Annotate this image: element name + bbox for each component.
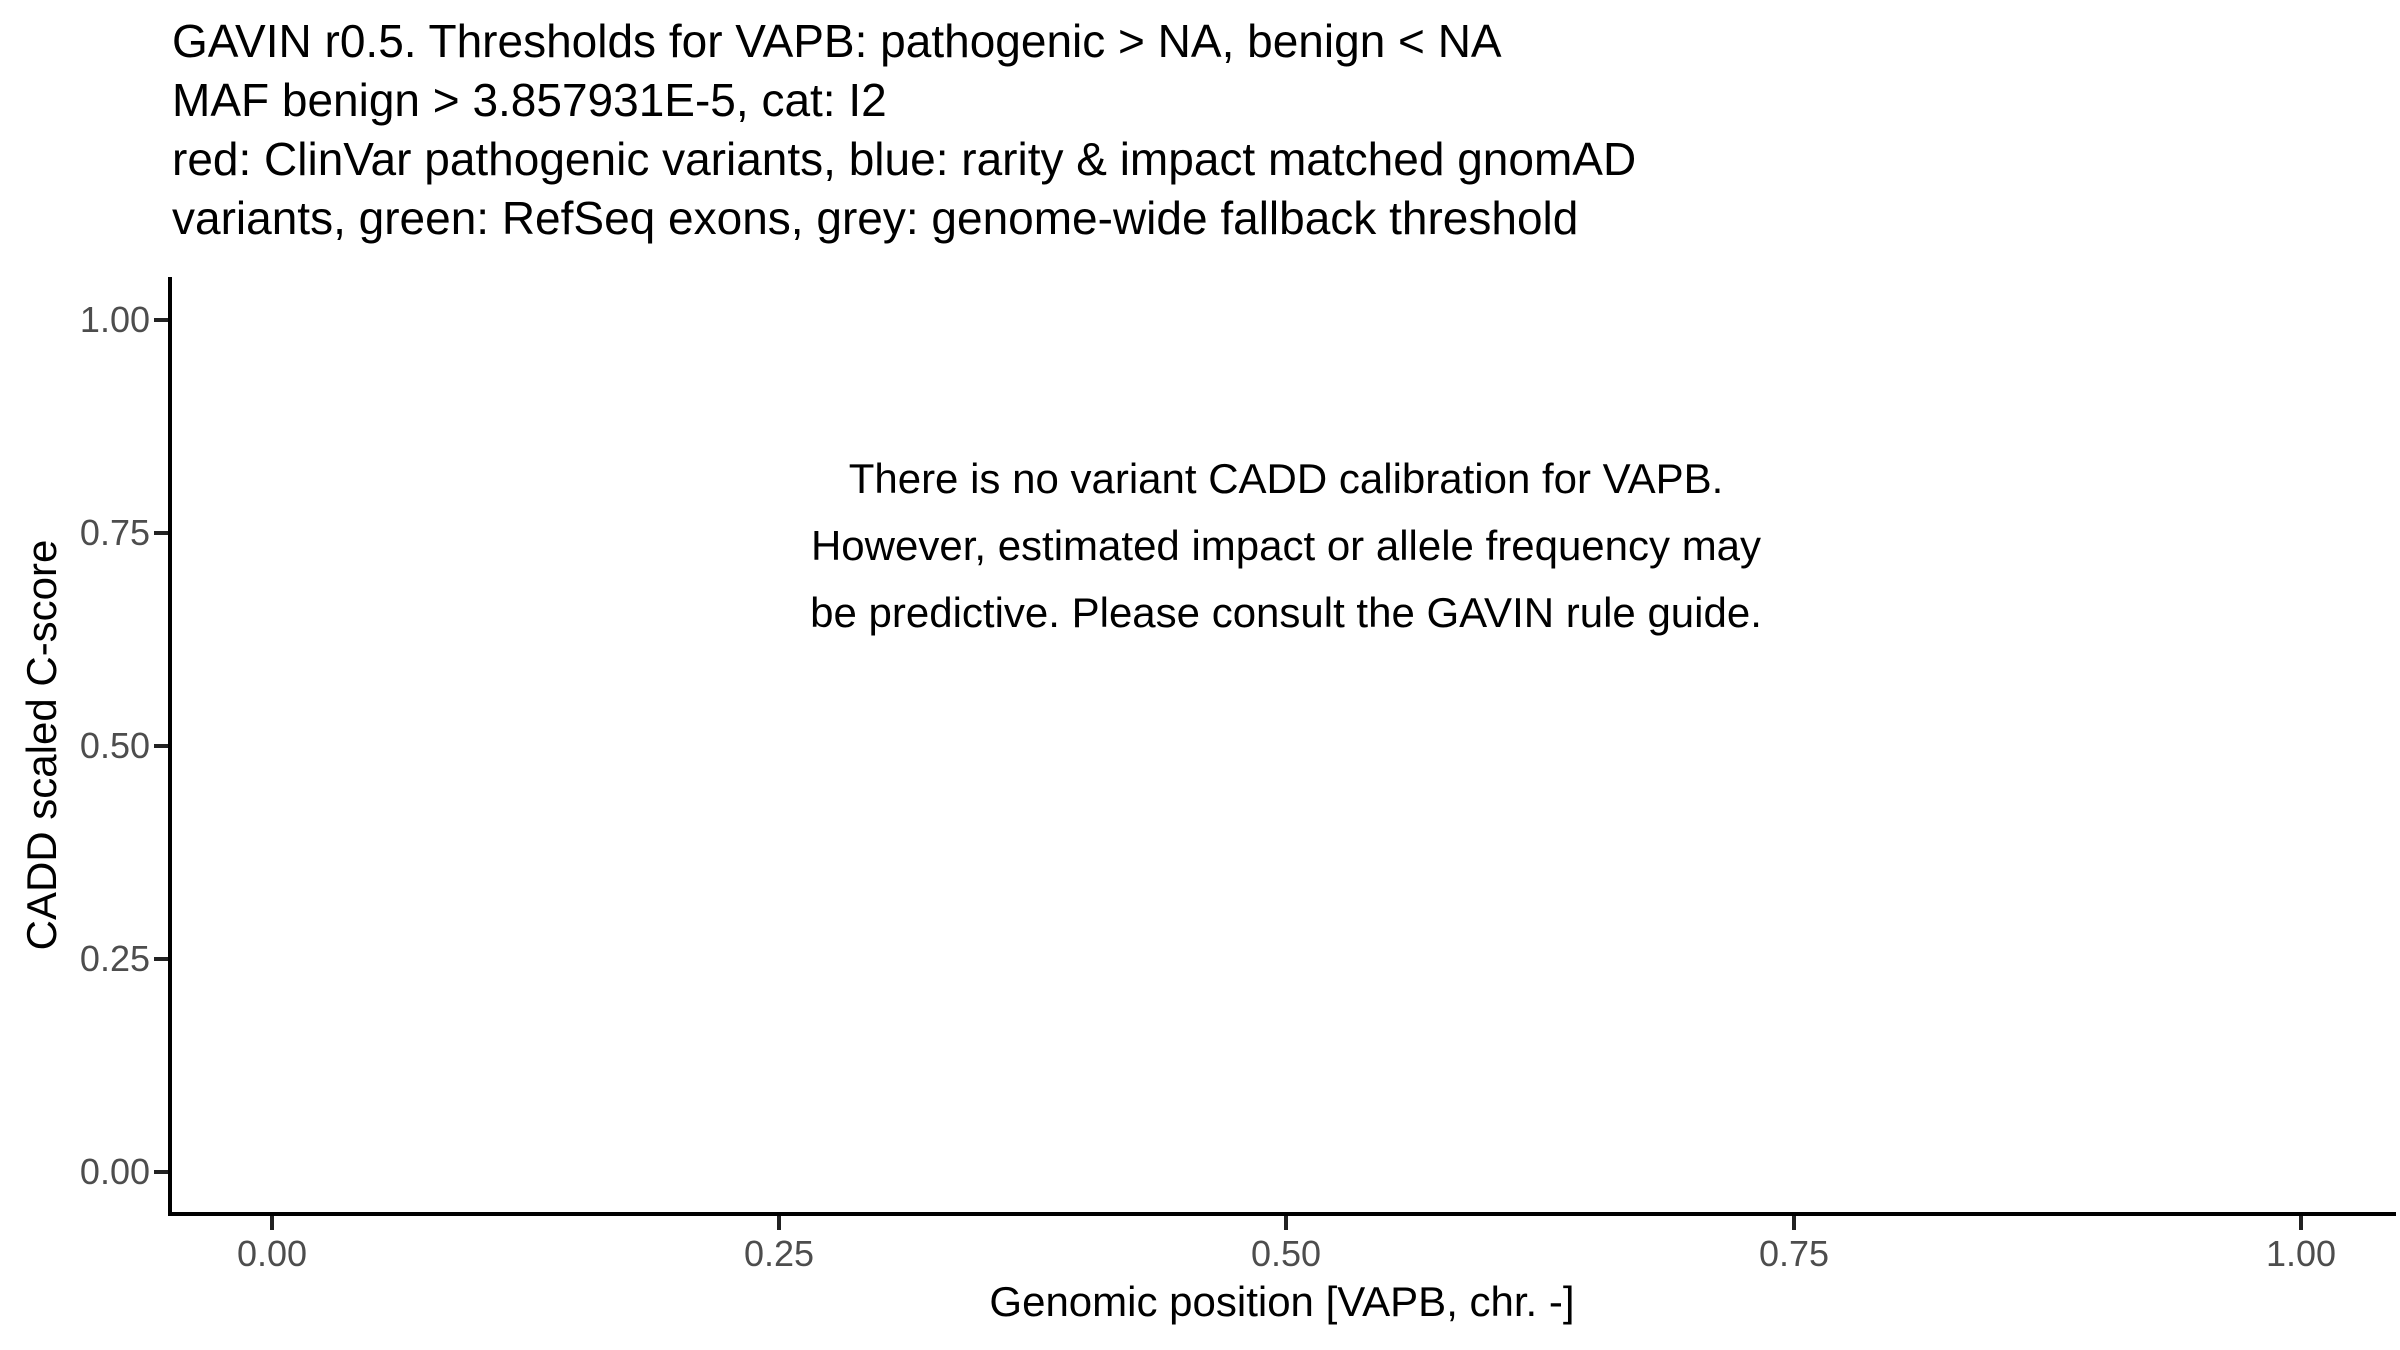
annotation-line-1: There is no variant CADD calibration for VAPB. bbox=[848, 455, 1724, 502]
x-tick-label: 1.00 bbox=[2265, 1233, 2337, 1274]
y-tick-mark bbox=[154, 318, 168, 322]
y-tick-label: 0.00 bbox=[79, 1151, 150, 1192]
x-axis-title: Genomic position [VAPB, chr. -] bbox=[989, 1278, 1575, 1325]
chart-title bbox=[172, 12, 1636, 248]
x-tick-label: 0.00 bbox=[236, 1233, 308, 1274]
y-tick-label: 0.25 bbox=[79, 938, 150, 979]
x-tick-mark bbox=[2299, 1216, 2303, 1230]
x-axis-line bbox=[168, 1212, 2396, 1216]
chart-title-line-1: GAVIN r0.5. Thresholds for VAPB: pathogenic > NA, benign < NA bbox=[172, 15, 1502, 67]
x-tick-mark bbox=[1284, 1216, 1288, 1230]
y-tick-mark bbox=[154, 957, 168, 961]
x-tick-label: 0.50 bbox=[1250, 1233, 1322, 1274]
no-calibration-annotation bbox=[686, 445, 1886, 646]
y-tick-label: 0.75 bbox=[79, 512, 150, 553]
x-tick-mark bbox=[777, 1216, 781, 1230]
annotation-line-3: be predictive. Please consult the GAVIN rule guide. bbox=[810, 589, 1762, 636]
x-tick-mark bbox=[1792, 1216, 1796, 1230]
x-tick-label: 0.25 bbox=[743, 1233, 815, 1274]
y-tick-mark bbox=[154, 744, 168, 748]
y-axis-title: CADD scaled C-score bbox=[18, 539, 65, 951]
x-tick-label: 0.75 bbox=[1758, 1233, 1830, 1274]
x-tick-mark bbox=[270, 1216, 274, 1230]
annotation-line-2: However, estimated impact or allele frequency may bbox=[810, 522, 1762, 569]
y-tick-label: 0.50 bbox=[79, 725, 150, 766]
chart-title-line-2: MAF benign > 3.857931E-5, cat: I2 bbox=[172, 74, 887, 126]
y-axis-line bbox=[168, 277, 172, 1216]
chart-title-line-3: red: ClinVar pathogenic variants, blue: rarity & impact matched gnomAD bbox=[172, 133, 1637, 185]
y-tick-mark bbox=[154, 531, 168, 535]
y-tick-label: 1.00 bbox=[79, 299, 150, 340]
y-tick-mark bbox=[154, 1170, 168, 1174]
chart-title-line-4: variants, green: RefSeq exons, grey: genome-wide fallback threshold bbox=[172, 192, 1579, 244]
